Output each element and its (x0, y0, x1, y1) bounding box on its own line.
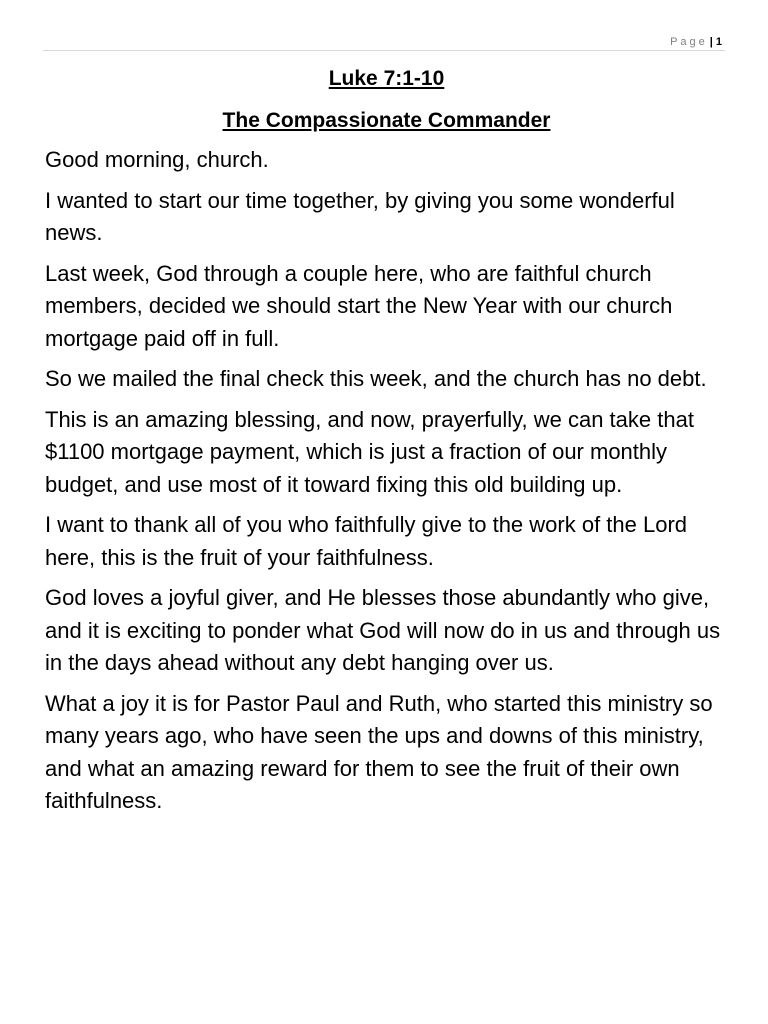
page-separator: | (709, 36, 713, 48)
paragraph: I want to thank all of you who faithfully give to the work of the Lord here, this is the fruit of your faithfulness. (45, 512, 688, 570)
paragraph: This is an amazing blessing, and now, prayerfully, we can take that $1100 mortgage payment, which is just a fraction of our monthly budget, and use most of it toward fixing this old building up. (45, 406, 694, 497)
sermon-title: The Compassionate Commander (222, 109, 551, 132)
paragraph: God loves a joyful giver, and He blesses those abundantly who give, and it is exciting to ponder what God will now do in us and through us in the days ahead without any debt hanging over us. (45, 585, 721, 675)
paragraph: Good morning, church. (45, 147, 269, 172)
paragraph: So we mailed the final check this week, and the church has no debt. (45, 366, 707, 391)
header-divider (43, 50, 725, 51)
paragraph: What a joy it is for Pastor Paul and Ruth, who started this ministry so many years ago, who have seen the ups and downs of this ministry, and what an amazing reward for them to see the fruit of their own faithfulness. (45, 690, 713, 813)
page-label: Page (670, 36, 708, 48)
paragraph: I wanted to start our time together, by giving you some wonderful news. (45, 187, 675, 245)
scripture-heading: Luke 7:1-10 (328, 67, 445, 90)
paragraph: Last week, God through a couple here, who are faithful church members, decided we should start the New Year with our church mortgage paid off in full. (45, 260, 673, 351)
page-number: 1 (715, 36, 722, 48)
document-body (45, 64, 728, 826)
page-number-header (670, 36, 722, 48)
